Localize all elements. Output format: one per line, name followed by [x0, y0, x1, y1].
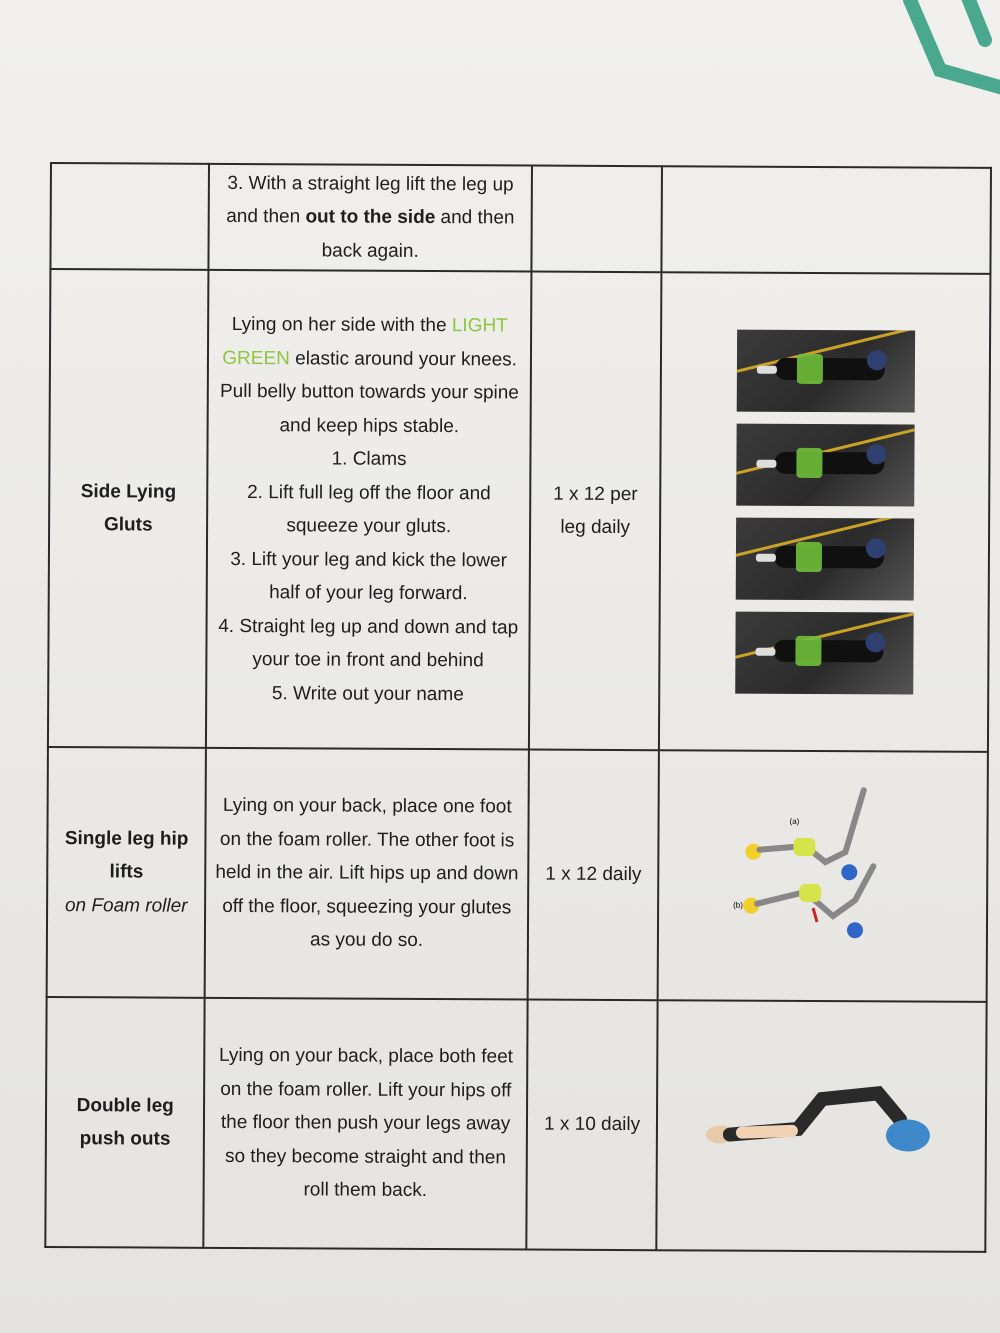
reps-cell [528, 750, 660, 1001]
instructions-cell [205, 748, 529, 1000]
band-color-label: LIGHT GREEN [222, 315, 508, 369]
image-cell [659, 272, 990, 752]
table-row [45, 997, 986, 1252]
push-out-illustration [701, 1065, 942, 1176]
hip-lift-illustration [732, 780, 913, 961]
step-list [215, 442, 521, 712]
list-item: 5. Write out your name [271, 682, 464, 705]
exercise-subtitle: on Foam roller [64, 894, 188, 917]
table-row [48, 269, 990, 752]
exercise-name-cell [50, 163, 209, 270]
figure-label-b: (b) [732, 900, 743, 910]
exercise-photo-1 [736, 330, 914, 413]
instructions-cell [209, 164, 532, 272]
list-item: 1. Clams [331, 448, 407, 470]
exercise-photo-3 [735, 518, 913, 601]
instructions-cell [206, 270, 531, 750]
list-item: 2. Lift full leg off the floor and squeeze your gluts. [247, 481, 491, 538]
exercise-name-cell [47, 747, 207, 998]
instruction-text: Lying on her side with the [231, 313, 452, 337]
exercise-name-cell [45, 997, 205, 1248]
exercise-name-cell [48, 269, 209, 748]
instructions-cell [204, 998, 528, 1250]
instruction-text: elastic around your knees. Pull belly button towards your spine and keep hips stable. [219, 347, 519, 437]
instruction-text: Lying on your back, place one foot on the foam roller. The other foot is held in the air. Lift hips up and down off the floor, squeezing your glutes as you do so. [215, 795, 519, 952]
image-cell [658, 750, 988, 1002]
instruction-emphasis: out to the side [305, 206, 436, 229]
exercise-photo-4 [735, 612, 913, 695]
reps-cell [529, 272, 662, 751]
table-row [47, 747, 988, 1002]
exercise-photo-2 [736, 424, 914, 507]
instruction-text: 3. With a straight leg lift the leg up and then [226, 172, 514, 228]
exercise-name: Double leg push outs [76, 1094, 174, 1150]
exercise-name: Single leg hip lifts [64, 827, 189, 883]
instruction-intro [217, 308, 522, 444]
image-cell [657, 1000, 987, 1252]
instruction-text: Lying on your back, place both feet on the foam roller. Lift your hips off the floor then push your legs away so they become straight and then roll them back. [218, 1045, 514, 1202]
brand-logo-icon [870, 0, 1000, 100]
instruction-text: and then back again. [321, 207, 515, 262]
reps-cell [531, 166, 662, 273]
reps-text: 1 x 12 daily [545, 863, 642, 886]
exercise-table [44, 162, 992, 1253]
list-item: 3. Lift your leg and kick the lower half of your leg forward. [230, 548, 507, 605]
exercise-name: Side Lying Gluts [80, 480, 177, 536]
reps-text: 1 x 10 daily [543, 1113, 641, 1136]
figure-label-a: (a) [789, 817, 799, 827]
list-item: 4. Straight leg up and down and tap your toe in front and behind [218, 615, 519, 672]
reps-text: 1 x 12 per leg daily [553, 483, 638, 539]
reps-cell [526, 1000, 658, 1251]
image-cell [662, 166, 991, 274]
table-row [50, 163, 991, 274]
